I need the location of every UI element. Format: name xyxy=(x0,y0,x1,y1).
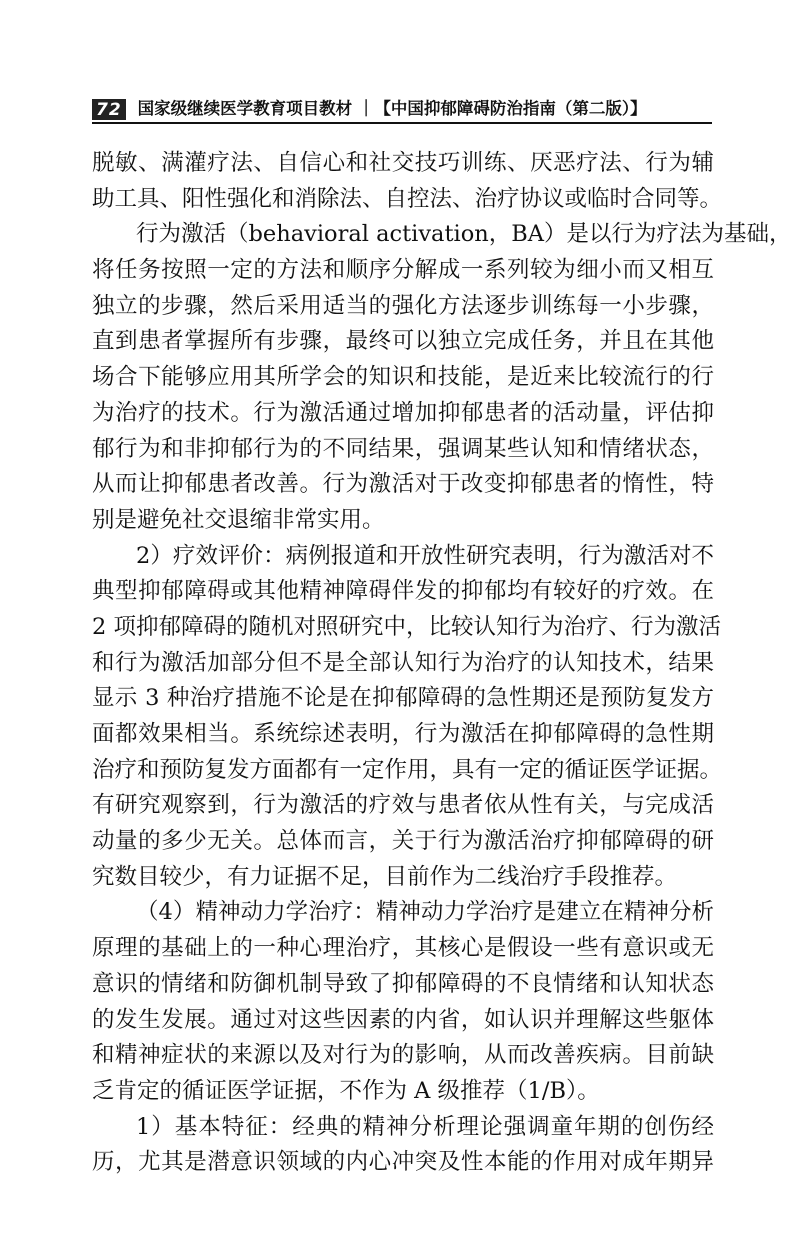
text-line: （4）精神动力学治疗：精神动力学治疗是建立在精神分析 xyxy=(136,899,714,926)
text-line: 别是避免社交退缩非常实用。 xyxy=(92,506,385,533)
text-line: 2 项抑郁障碍的随机对照研究中，比较认知行为治疗、行为激活 xyxy=(92,613,721,640)
text-line: 直到患者掌握所有步骤，最终可以独立完成任务，并且在其他 xyxy=(92,328,714,355)
text-line: 的发生发展。通过对这些因素的内省，如认识并理解这些躯体 xyxy=(92,1006,714,1033)
text-line: 历，尤其是潜意识领域的内心冲突及性本能的作用对成年期异 xyxy=(92,1149,714,1176)
text-line: 显示 3 种治疗措施不论是在抑郁障碍的急性期还是预防复发方 xyxy=(92,685,714,712)
text-line: 从而让抑郁患者改善。行为激活对于改变抑郁患者的惰性，特 xyxy=(92,471,714,498)
text-line: 将任务按照一定的方法和顺序分解成一系列较为细小而又相互 xyxy=(92,257,714,284)
text-line: 脱敏、满灌疗法、自信心和社交技巧训练、厌恶疗法、行为辅 xyxy=(92,150,714,176)
text-line: 和行为激活加部分但不是全部认知行为治疗的认知技术，结果 xyxy=(92,649,714,676)
text-line: 典型抑郁障碍或其他精神障碍伴发的抑郁均有较好的疗效。在 xyxy=(92,578,714,605)
text-line: 为治疗的技术。行为激活通过增加抑郁患者的活动量，评估抑 xyxy=(92,399,714,426)
text-line: 动量的多少无关。总体而言，关于行为激活治疗抑郁障碍的研 xyxy=(92,828,714,855)
text-line: 1）基本特征：经典的精神分析理论强调童年期的创伤经 xyxy=(136,1113,714,1140)
text-line: 究数目较少，有力证据不足，目前作为二线治疗手段推荐。 xyxy=(92,863,678,890)
body-text xyxy=(92,146,792,1181)
text-line: 场合下能够应用其所学会的知识和技能，是近来比较流行的行 xyxy=(92,364,714,391)
page-number: 72 xyxy=(92,99,126,120)
running-header xyxy=(92,92,712,124)
text-line: 和精神症状的来源以及对行为的影响，从而改善疾病。目前缺 xyxy=(92,1042,714,1069)
text-line: 助工具、阳性强化和消除法、自控法、治疗协议或临时合同等。 xyxy=(92,185,723,212)
text-line: 郁行为和非抑郁行为的不同结果，强调某些认知和情绪状态， xyxy=(92,435,714,462)
text-line: 乏肯定的循证医学证据，不作为 A 级推荐（1/B）。 xyxy=(92,1077,600,1104)
text-line: 面都效果相当。系统综述表明，行为激活在抑郁障碍的急性期 xyxy=(92,721,714,747)
text-line: 治疗和预防复发方面都有一定作用，具有一定的循证医学证据。 xyxy=(92,756,723,783)
running-header-title: 国家级继续医学教育项目教材 ｜【中国抑郁障碍防治指南（第二版）】 xyxy=(137,99,647,118)
text-line: 行为激活（behavioral activation，BA）是以行为疗法为基础， xyxy=(136,221,792,248)
text-line: 意识的情绪和防御机制导致了抑郁障碍的不良情绪和认知状态 xyxy=(92,970,714,997)
text-line: 原理的基础上的一种心理治疗，其核心是假设一些有意识或无 xyxy=(92,935,714,962)
text-line: 2）疗效评价：病例报道和开放性研究表明，行为激活对不 xyxy=(136,542,714,569)
text-line: 有研究观察到，行为激活的疗效与患者依从性有关，与完成活 xyxy=(92,792,714,819)
text-line: 独立的步骤，然后采用适当的强化方法逐步训练每一小步骤， xyxy=(92,292,714,319)
